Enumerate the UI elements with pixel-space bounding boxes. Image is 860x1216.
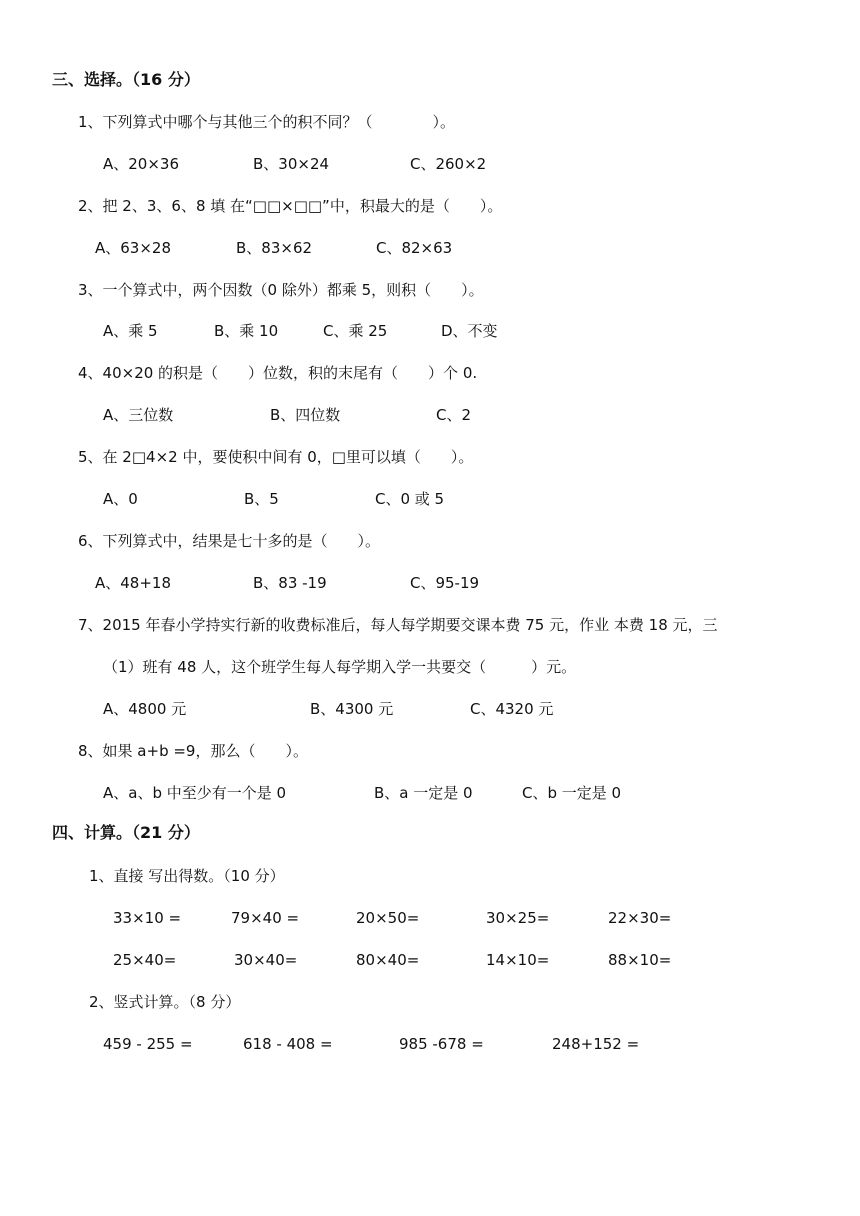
q1-option-b: B、30×24 bbox=[253, 155, 330, 173]
calc-item: 33×10 = bbox=[113, 909, 182, 927]
question-6-stem: 6、下列算式中，结果是七十多的是（ ）。 bbox=[78, 532, 381, 550]
calc-item: 14×10= bbox=[486, 951, 550, 969]
q5-option-a: A、0 bbox=[103, 490, 138, 508]
q3-option-b: B、乘 10 bbox=[214, 322, 279, 340]
section-3-heading: 三、选择。（16 分） bbox=[52, 70, 200, 89]
q5-option-b: B、5 bbox=[244, 490, 279, 508]
q8-option-b: B、a 一定是 0 bbox=[374, 784, 473, 802]
q8-option-c: C、b 一定是 0 bbox=[522, 784, 622, 802]
q1-option-c: C、260×2 bbox=[410, 155, 487, 173]
calc-item: 20×50= bbox=[356, 909, 420, 927]
calc-item: 30×40= bbox=[234, 951, 298, 969]
calc-item: 30×25= bbox=[486, 909, 550, 927]
q2-option-a: A、63×28 bbox=[95, 239, 172, 257]
vertical-calc-item: 618 - 408 = bbox=[243, 1035, 333, 1053]
q6-option-b: B、83 -19 bbox=[253, 574, 327, 592]
q4-option-b: B、四位数 bbox=[270, 406, 341, 424]
vertical-calc-item: 985 -678 = bbox=[399, 1035, 484, 1053]
question-7-stem-continued: （1）班有 48 人，这个班学生每人每学期入学一共要交（ ）元。 bbox=[103, 658, 577, 676]
part-1-title: 1、直接 写出得数。（10 分） bbox=[89, 867, 285, 885]
q8-option-a: A、a、b 中至少有一个是 0 bbox=[103, 784, 287, 802]
section-4-heading: 四、计算。（21 分） bbox=[52, 823, 200, 842]
question-4-stem: 4、40×20 的积是（ ）位数，积的末尾有（ ）个 0. bbox=[78, 364, 478, 382]
q3-option-c: C、乘 25 bbox=[323, 322, 388, 340]
vertical-calc-item: 459 - 255 = bbox=[103, 1035, 193, 1053]
q2-option-c: C、82×63 bbox=[376, 239, 453, 257]
q5-option-c: C、0 或 5 bbox=[375, 490, 445, 508]
question-5-stem: 5、在 2□4×2 中，要使积中间有 0，□里可以填（ ）。 bbox=[78, 448, 474, 466]
q7-option-b: B、4300 元 bbox=[310, 700, 394, 718]
calc-item: 22×30= bbox=[608, 909, 672, 927]
q6-option-c: C、95-19 bbox=[410, 574, 480, 592]
q3-option-a: A、乘 5 bbox=[103, 322, 158, 340]
calc-item: 79×40 = bbox=[231, 909, 300, 927]
question-7-stem: 7、2015 年春小学持实行新的收费标准后，每人每学期要交课本费 75 元，作业 本费 18 元，三 bbox=[78, 616, 718, 634]
calc-item: 25×40= bbox=[113, 951, 177, 969]
q6-option-a: A、48+18 bbox=[95, 574, 172, 592]
vertical-calc-item: 248+152 = bbox=[552, 1035, 640, 1053]
q4-option-c: C、2 bbox=[436, 406, 472, 424]
calc-item: 80×40= bbox=[356, 951, 420, 969]
q7-option-a: A、4800 元 bbox=[103, 700, 187, 718]
q3-option-d: D、不变 bbox=[441, 322, 498, 340]
question-2-stem: 2、把 2、3、6、8 填 在“□□×□□”中，积最大的是（ ）。 bbox=[78, 197, 503, 215]
question-8-stem: 8、如果 a+b =9，那么（ ）。 bbox=[78, 742, 308, 760]
part-2-title: 2、竖式计算。（8 分） bbox=[89, 993, 241, 1011]
q2-option-b: B、83×62 bbox=[236, 239, 313, 257]
q1-option-a: A、20×36 bbox=[103, 155, 180, 173]
question-3-stem: 3、一个算式中，两个因数（0 除外）都乘 5，则积（ ）。 bbox=[78, 281, 484, 299]
q4-option-a: A、三位数 bbox=[103, 406, 174, 424]
q7-option-c: C、4320 元 bbox=[470, 700, 554, 718]
calc-item: 88×10= bbox=[608, 951, 672, 969]
question-1-stem: 1、下列算式中哪个与其他三个的积不同？（ ）。 bbox=[78, 113, 456, 131]
